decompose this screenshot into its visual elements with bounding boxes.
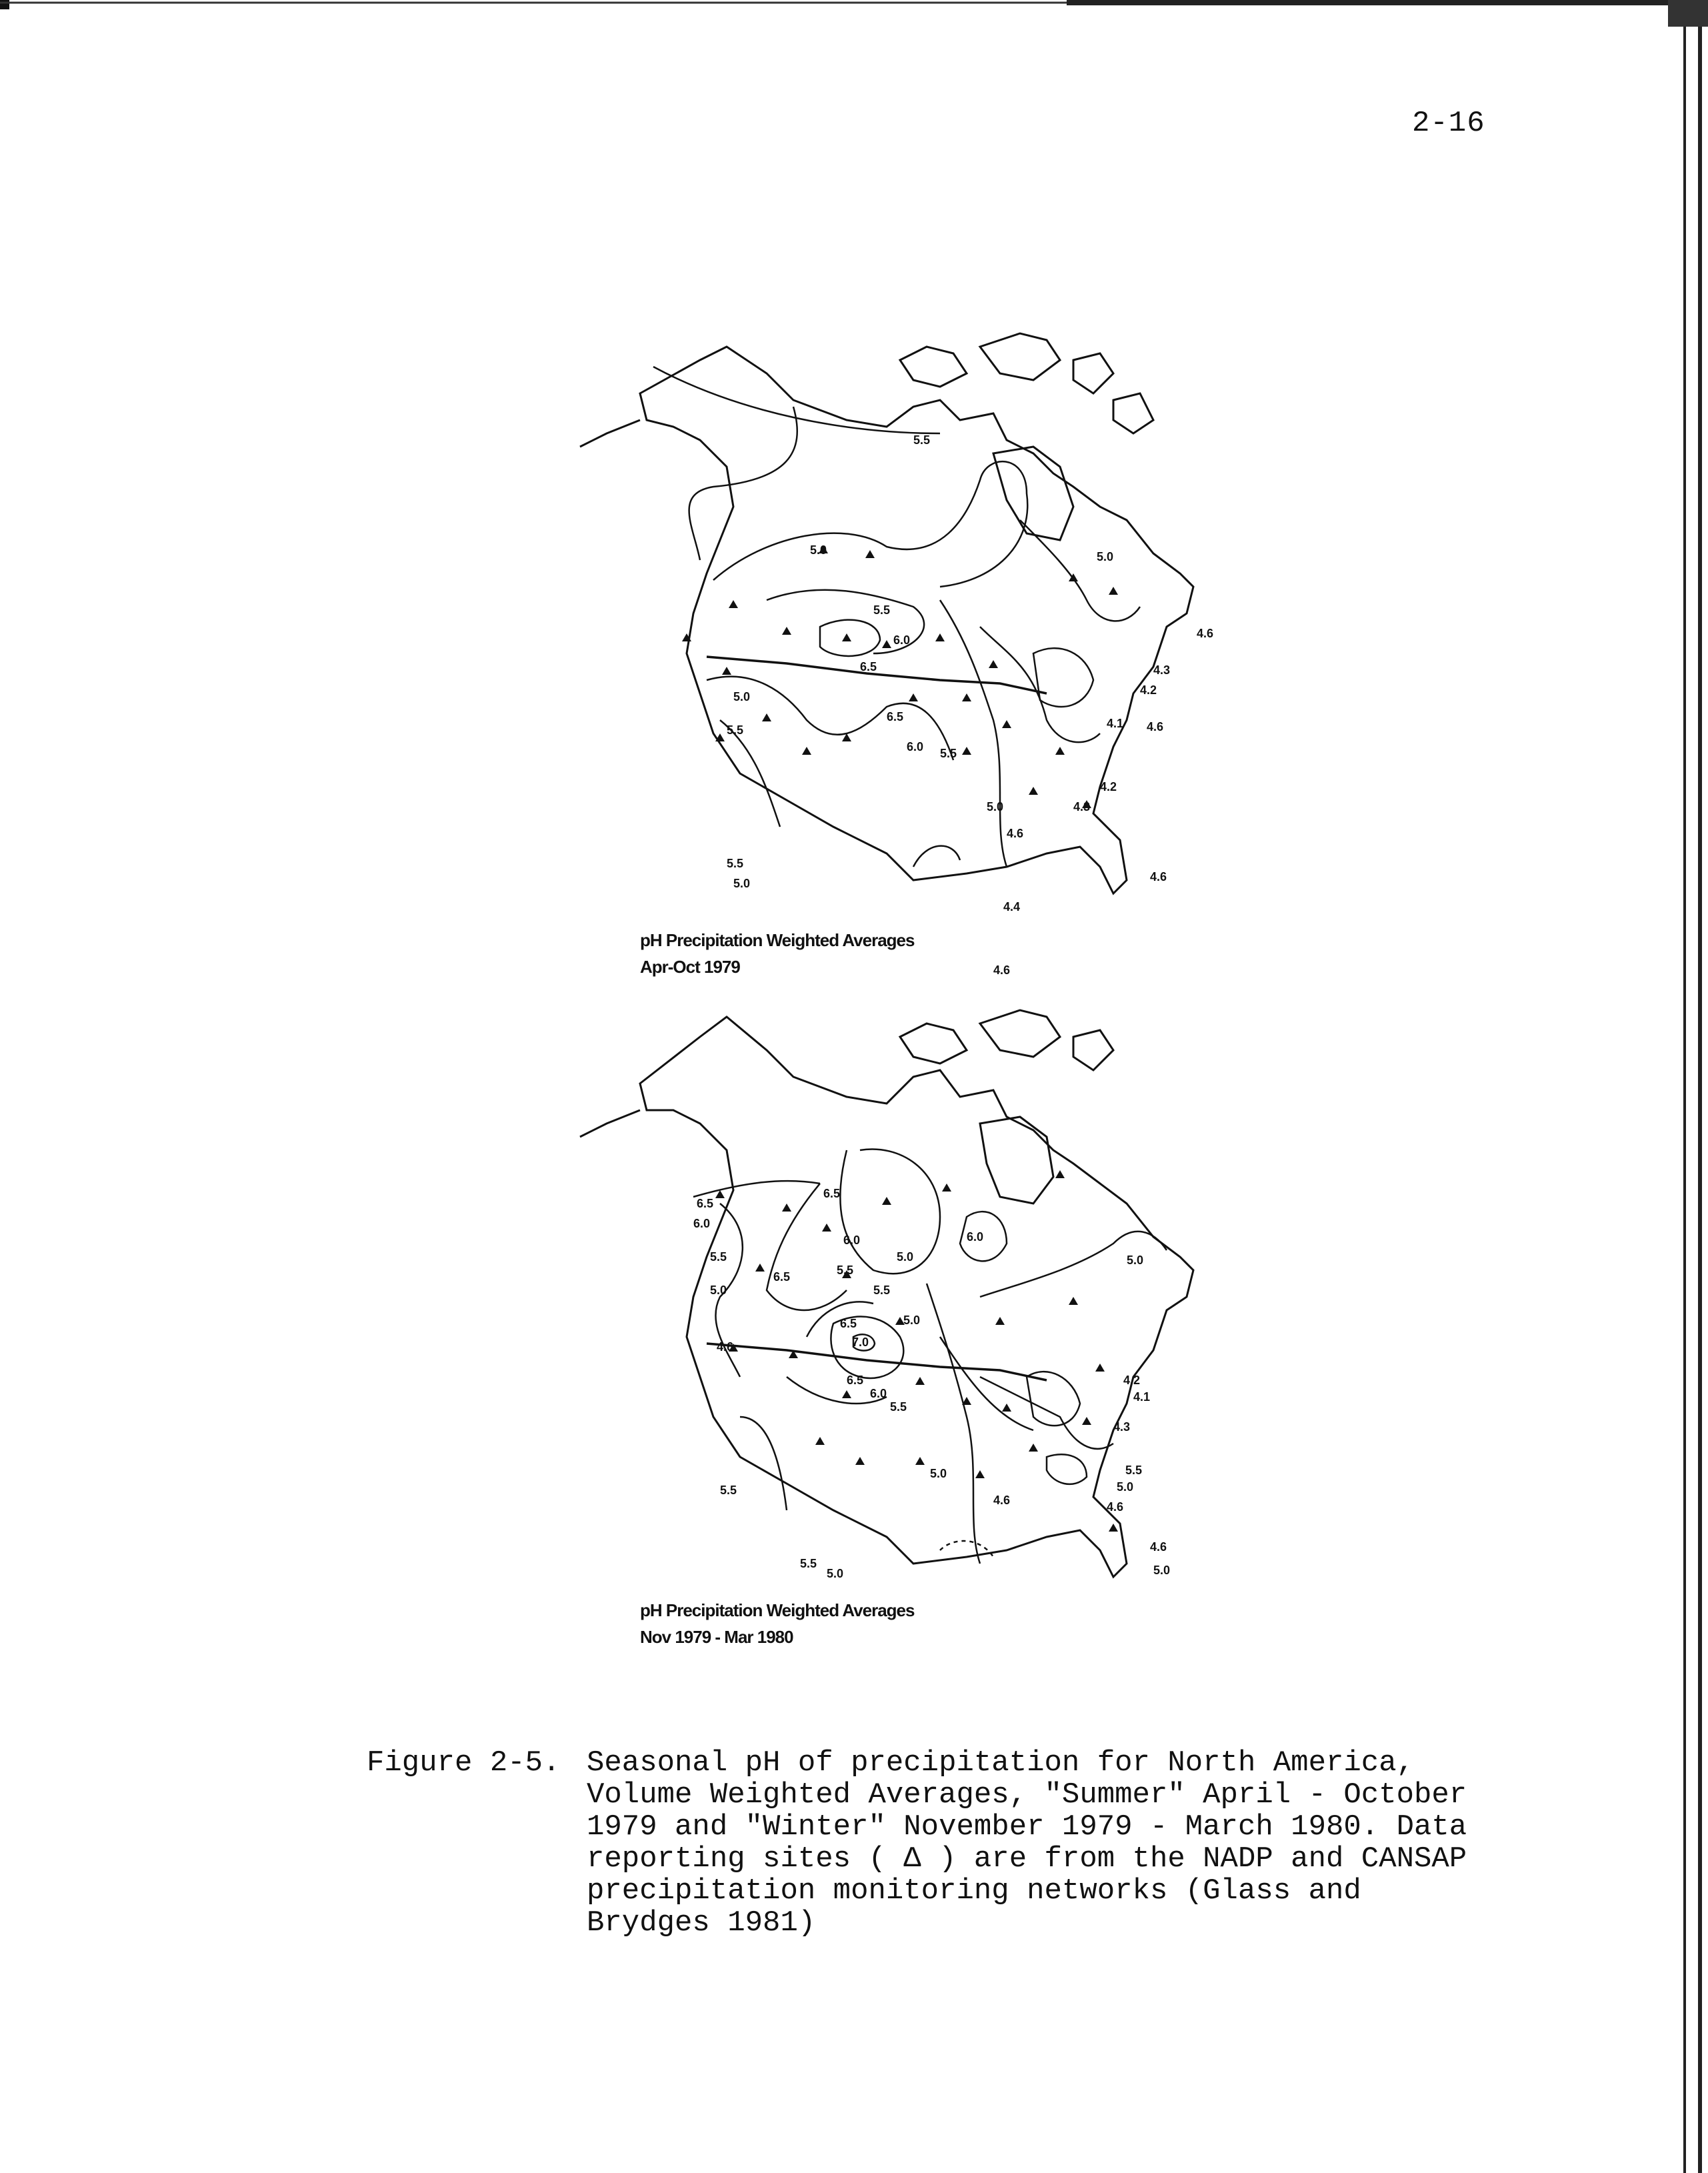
isopleth-label: 5.0 [903, 1314, 921, 1327]
north-america-map-winter [567, 1003, 1327, 1670]
isopleth-label: 5.5 [727, 723, 744, 737]
isopleth-label: 6.5 [773, 1270, 791, 1284]
isopleth-label: 5.0 [710, 1284, 727, 1297]
isopleth-label: 6.0 [893, 633, 911, 647]
isopleth-label: 6.5 [697, 1197, 714, 1210]
isopleth-label: 4.6 [1150, 1540, 1167, 1554]
isopleth-label: 5.0 [1097, 550, 1114, 563]
isopleth-label: 4.6 [1107, 1500, 1124, 1514]
isopleth-label: 7.0 [852, 1336, 869, 1349]
isopleth-label: 5.0 [810, 543, 827, 557]
isopleth-label: 5.5 [913, 433, 931, 447]
scan-binding-edge [1621, 0, 1708, 2173]
isopleth-label: 6.0 [967, 1230, 984, 1244]
isopleth-label: 4.4 [1003, 900, 1021, 913]
isopleth-label: 4.6 [1197, 627, 1214, 640]
map-title: pH Precipitation Weighted Averages [640, 930, 915, 950]
map-winter [567, 1003, 1327, 1670]
isopleth-label: 5.0 [1153, 1564, 1171, 1577]
isopleth-label: 5.0 [733, 877, 751, 890]
isopleth-label: 4.6 [993, 1494, 1011, 1507]
isopleth-label: 6.5 [840, 1317, 857, 1330]
isopleth-label: 5.0 [733, 690, 751, 703]
isopleth-label: 5.5 [873, 1284, 891, 1297]
isopleth-label: 4.1 [1107, 717, 1124, 730]
map-title: pH Precipitation Weighted Averages [640, 1600, 915, 1620]
isopleth-label: 5.0 [827, 1567, 844, 1580]
isopleth-label: 5.0 [987, 800, 1004, 813]
map-period: Nov 1979 - Mar 1980 [640, 1627, 793, 1647]
isopleth-label: 4.2 [1100, 780, 1117, 793]
isopleth-label: 6.0 [693, 1217, 711, 1230]
isopleth-label: 4.6 [717, 1340, 734, 1354]
isopleth-label: 6.5 [860, 660, 877, 673]
isopleth-label: 4.6 [1147, 720, 1164, 733]
isopleth-label: 5.5 [727, 857, 744, 870]
isopleth-label: 5.5 [873, 603, 891, 617]
isopleth-label: 6.0 [843, 1234, 861, 1247]
isopleth-label: 5.5 [720, 1484, 737, 1497]
isopleth-label: 6.0 [907, 740, 924, 753]
isopleth-label: 5.5 [890, 1400, 907, 1414]
isopleth-label: 4.3 [1073, 800, 1091, 813]
north-america-map-summer [567, 320, 1327, 1000]
scan-top-edge [0, 0, 1708, 9]
isopleth-label: 5.0 [1127, 1254, 1144, 1267]
isopleth-label: 5.5 [710, 1250, 727, 1264]
figure-label: Figure 2-5. [367, 1746, 561, 1780]
isopleth-label: 4.2 [1140, 683, 1157, 697]
isopleth-label: 5.0 [897, 1250, 914, 1264]
isopleth-label: 5.0 [930, 1467, 947, 1480]
isopleth-label: 5.5 [940, 747, 957, 760]
isopleth-label: 6.0 [870, 1387, 887, 1400]
isopleth-label: 4.3 [1153, 663, 1171, 677]
isopleth-label: 5.0 [1117, 1480, 1134, 1494]
isopleth-label: 4.1 [1133, 1390, 1151, 1404]
isopleth-label: 6.5 [823, 1187, 841, 1200]
page-number: 2-16 [1412, 107, 1485, 140]
isopleth-label: 4.6 [1150, 870, 1167, 883]
isopleth-label: 4.3 [1113, 1420, 1131, 1434]
isopleth-label: 5.5 [837, 1264, 854, 1277]
isopleth-label: 4.6 [993, 963, 1011, 977]
map-summer [567, 320, 1327, 1000]
caption-text: Seasonal pH of precipitation for North America, Volume Weighted Averages, "Summer" April - October 1979 and "Winter" November 1979 - March 1980. Data reporting sites ( Δ ) are from the NADP and CANSAP precipitation monitoring networks (Glass and Brydges 1981) [587, 1746, 1467, 1940]
isopleth-label: 5.5 [800, 1557, 817, 1570]
isopleth-label: 6.5 [887, 710, 904, 723]
isopleth-label: 5.5 [1125, 1464, 1143, 1477]
isopleth-label: 4.2 [1123, 1374, 1141, 1387]
isopleth-label: 6.5 [847, 1374, 864, 1387]
isopleth-label: 4.6 [1007, 827, 1024, 840]
map-period: Apr-Oct 1979 [640, 957, 740, 977]
